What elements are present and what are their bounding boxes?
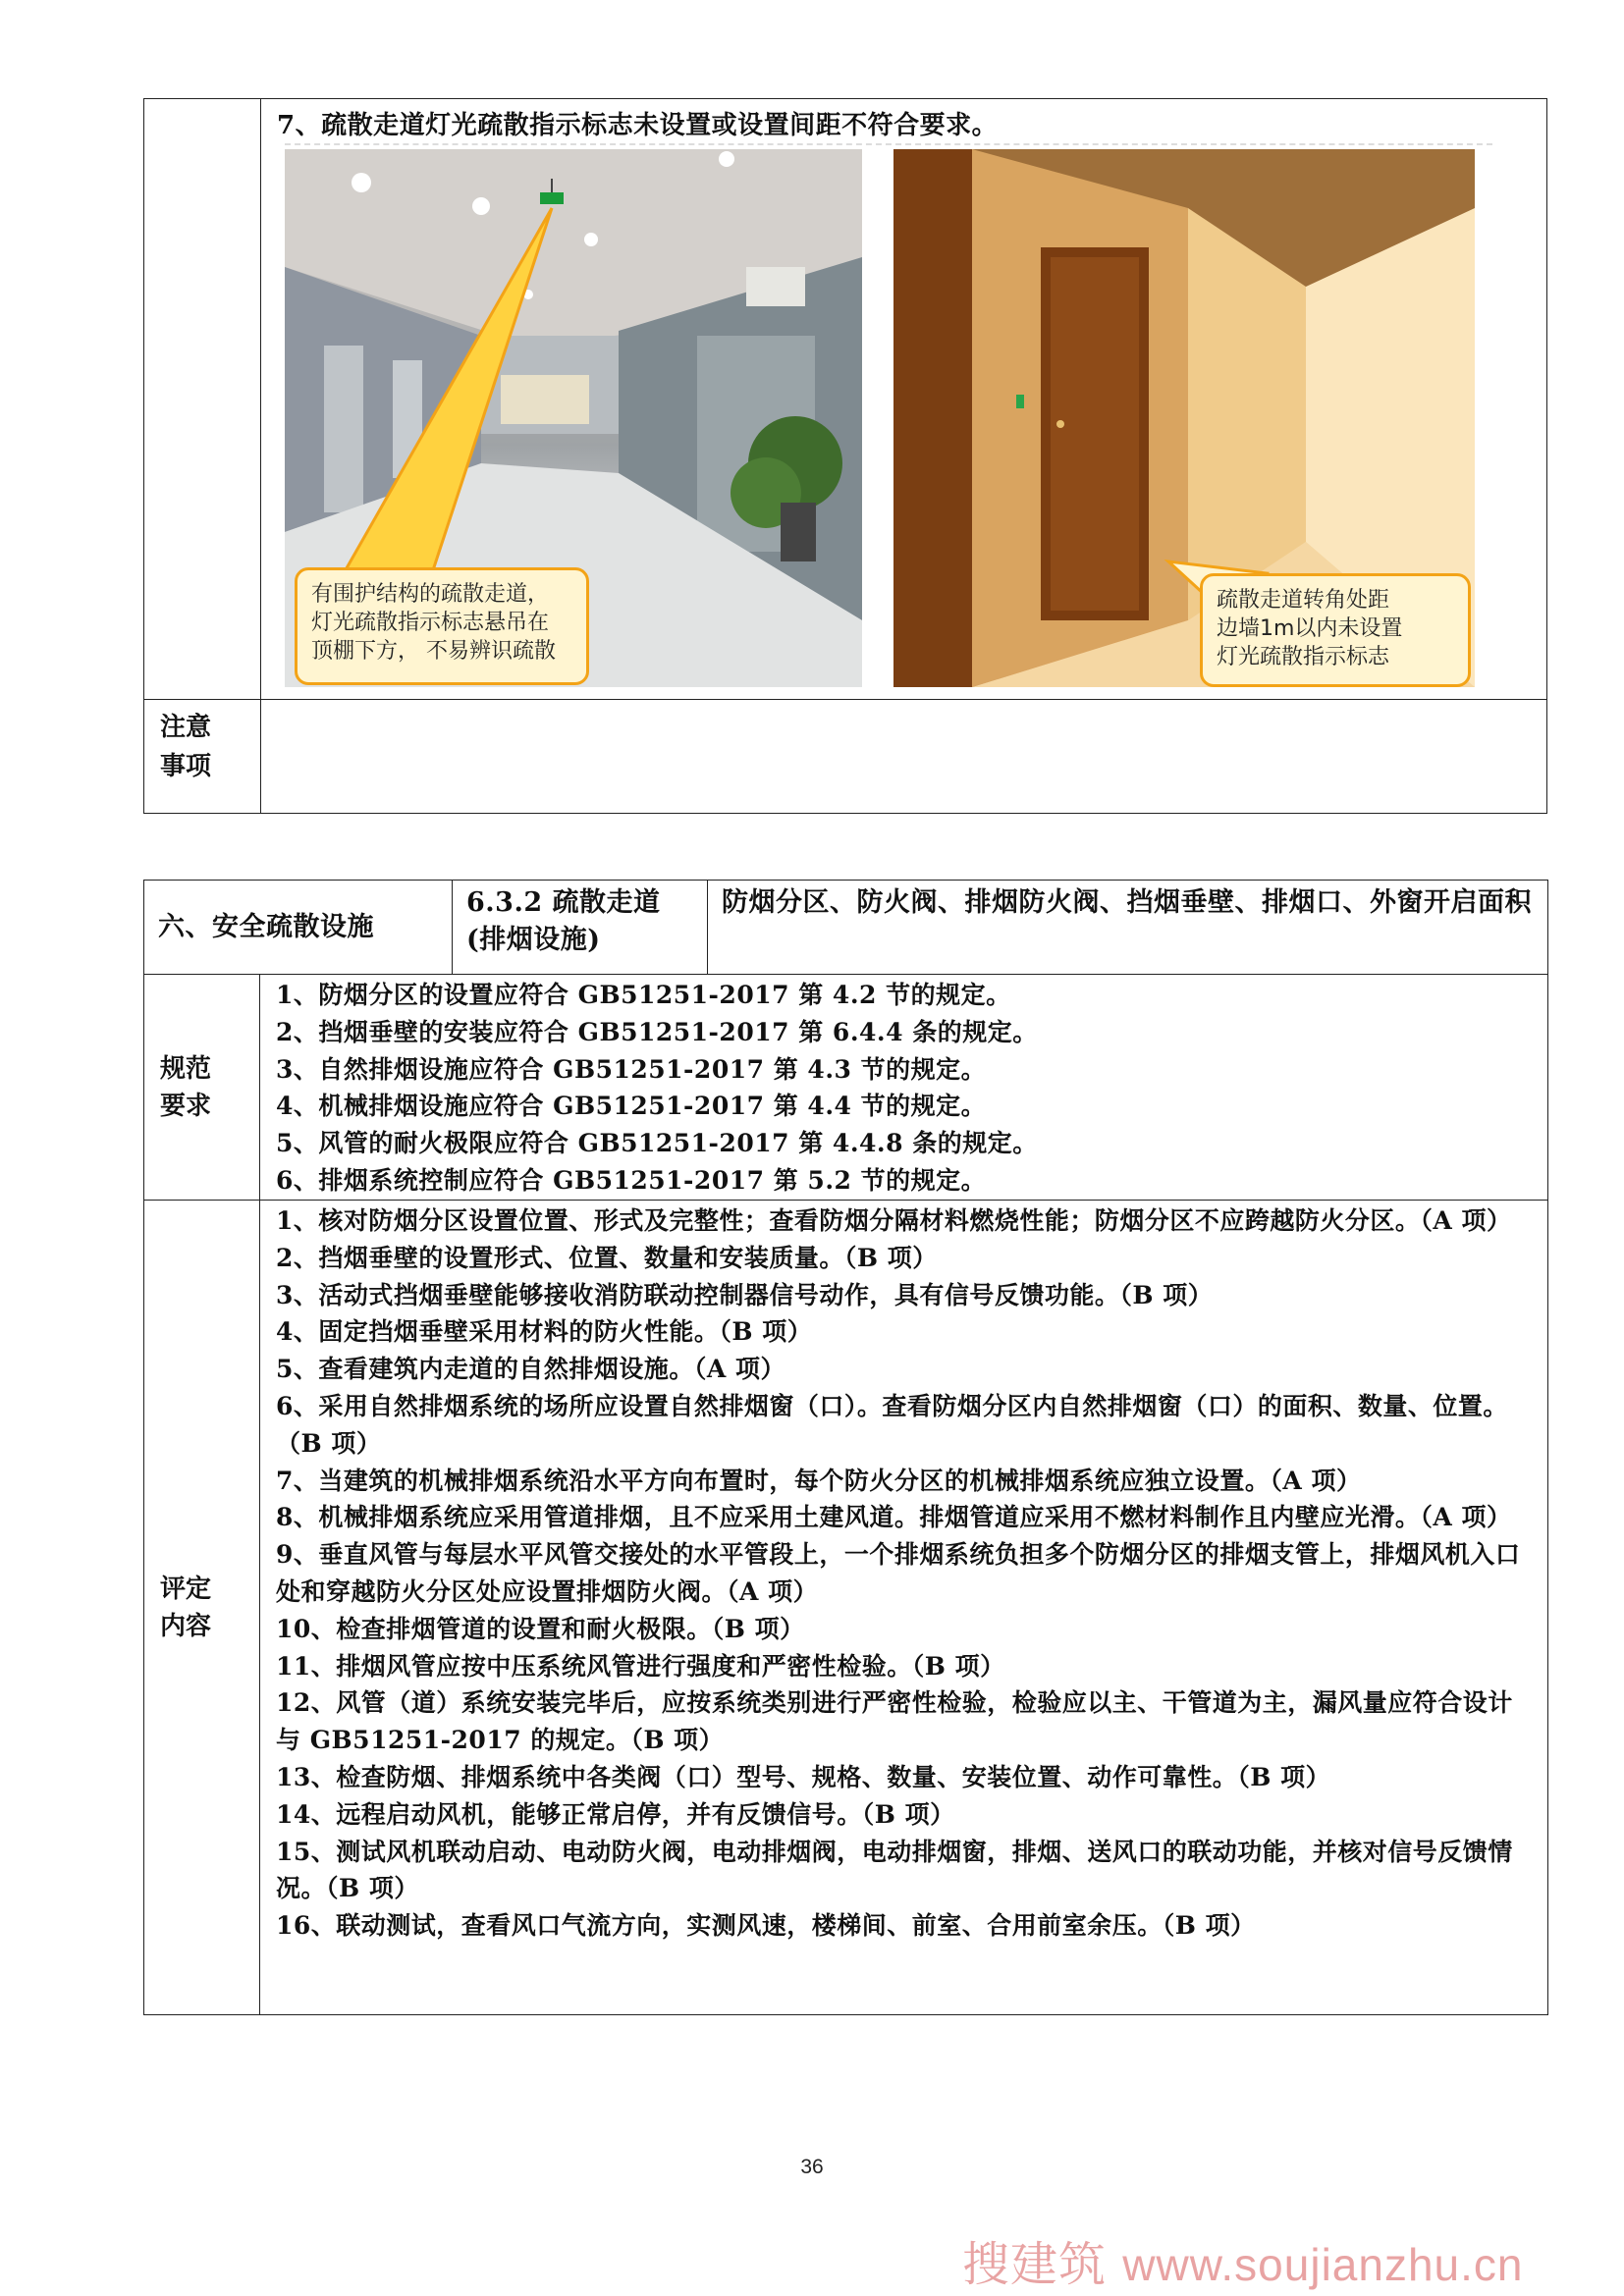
watermark [962,2226,1523,2294]
evaluation-item: 9、垂直风管与每层水平风管交接处的水平管段上，一个排烟系统负担多个防烟分区的排烟支管上，排烟风机入口处和穿越防火分区处应设置排烟防火阀。（A 项） [276,1540,1521,1606]
callout-right-line2: 边墙1m以内未设置 [1217,616,1403,641]
notes-label-line1: 注意 [160,713,212,742]
requirement-item: 3、自然排烟设施应符合 GB51251-2017 第 4.3 节的规定。 [276,1054,987,1084]
requirement-item: 6、排烟系统控制应符合 GB51251-2017 第 5.2 节的规定。 [276,1165,987,1195]
requirement-item: 2、挡烟垂壁的安装应符合 GB51251-2017 第 6.4.4 条的规定。 [276,1017,1038,1046]
callout-left-line2: 灯光疏散指示标志悬吊在 [311,611,550,635]
requirement-item: 1、防烟分区的设置应符合 GB51251-2017 第 4.2 节的规定。 [276,981,1011,1009]
callout-left-line1: 有围护结构的疏散走道， [311,582,550,607]
evaluation-label-line2: 内容 [160,1611,212,1641]
item-line2: (排烟设施) [466,925,601,955]
item-line1: 6.3.2 疏散走道 [466,887,661,918]
caption-divider [285,143,1492,145]
requirements-label-line2: 要求 [160,1091,212,1121]
evaluation-item: 12、风管（道）系统安装完毕后，应按系统类别进行严密性检验，检验应以主、干管道为主，漏风量应符合设计与 GB51251-2017 的规定。（B 项） [276,1688,1513,1755]
scope-text: 防烟分区、防火阀、排烟防火阀、挡烟垂壁、排烟口、外窗开启面积 [722,887,1532,918]
evaluation-label-line1: 评定 [160,1574,212,1604]
evaluation-item: 10、检查排烟管道的设置和耐火极限。（B 项） [276,1614,805,1643]
notes-label-line2: 事项 [160,752,212,781]
evaluation-item: 8、机械排烟系统应采用管道排烟，且不应采用土建风道。排烟管道应采用不燃材料制作且内壁应光滑。（A 项） [276,1503,1512,1532]
requirements-label-line1: 规范 [160,1053,212,1084]
watermark-url: www.soujianzhu.cn [1122,2239,1524,2290]
evaluation-item: 13、检查防烟、排烟系统中各类阀（口）型号、规格、数量、安装位置、动作可靠性。（B 项） [276,1762,1331,1791]
evaluation-item: 11、排烟风管应按中压系统风管进行强度和严密性检验。（B 项） [276,1651,1005,1681]
item-cell [453,881,708,975]
scope-cell [708,881,1548,975]
evaluation-item: 4、固定挡烟垂壁采用材料的防火性能。（B 项） [276,1317,813,1347]
category-title: 六、安全疏散设施 [158,911,374,942]
callout-left [295,567,589,685]
watermark-text: 搜建筑 [962,2237,1108,2292]
evaluation-label [144,1201,260,2015]
evaluation-list [260,1201,1548,2015]
requirements-label [144,975,260,1201]
evaluation-item: 16、联动测试，查看风口气流方向，实测风速，楼梯间、前室、合用前室余压。（B 项） [276,1911,1256,1941]
callout-right-line1: 疏散走道转角处距 [1217,588,1390,613]
empty-label-cell [144,99,261,700]
page-number: 36 [800,2156,824,2178]
callout-left-line3: 顶棚下方， 不易辨识疏散 [311,639,556,664]
evaluation-item: 6、采用自然排烟系统的场所应设置自然排烟窗（口）。查看防烟分区内自然排烟窗（口）的面积、数量、位置。（B 项） [276,1391,1508,1458]
evaluation-item: 1、核对防烟分区设置位置、形式及完整性；查看防烟分隔材料燃烧性能；防烟分区不应跨越防火分区。（A 项） [276,1206,1512,1235]
evaluation-item: 15、测试风机联动启动、电动防火阀，电动排烟阀，电动排烟窗，排烟、送风口的联动功能，并核对信号反馈情况。（B 项） [276,1837,1513,1903]
evaluation-item: 3、活动式挡烟垂壁能够接收消防联动控制器信号动作，具有信号反馈功能。（B 项） [276,1280,1214,1309]
callout-right-line3: 灯光疏散指示标志 [1217,645,1390,669]
requirement-item: 5、风管的耐火极限应符合 GB51251-2017 第 4.4.8 条的规定。 [276,1129,1038,1158]
requirements-list [260,975,1548,1201]
notes-content [261,700,1547,814]
evaluation-item: 7、当建筑的机械排烟系统沿水平方向布置时，每个防火分区的机械排烟系统应独立设置。（A 项） [276,1466,1362,1495]
smoke-exhaust-table [143,880,1548,2015]
evaluation-item: 14、远程启动风机，能够正常启停，并有反馈信号。（B 项） [276,1799,955,1829]
evaluation-item: 2、挡烟垂壁的设置形式、位置、数量和安装质量。（B 项） [276,1243,938,1272]
requirement-item: 4、机械排烟设施应符合 GB51251-2017 第 4.4 节的规定。 [276,1092,987,1121]
evaluation-item: 5、查看建筑内走道的自然排烟设施。（A 项） [276,1355,785,1384]
category-cell [144,881,453,975]
section7-caption: 7、疏散走道灯光疏散指示标志未设置或设置间距不符合要求。 [277,111,999,140]
callout-right [1200,573,1471,687]
notes-label [144,700,261,814]
